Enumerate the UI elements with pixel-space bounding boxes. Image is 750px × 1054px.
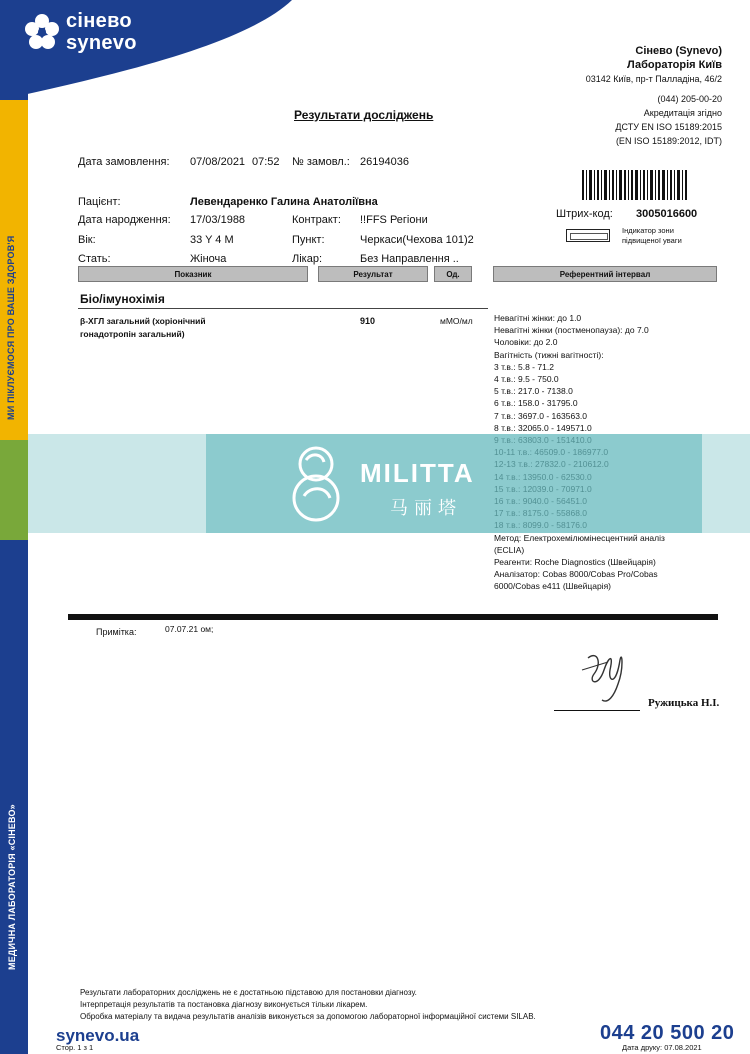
reference-line: Метод: Електрохемілюмінесцентний аналіз	[494, 532, 665, 543]
order-time: 07:52	[252, 156, 280, 168]
accreditation-line-2: ДСТУ EN ISO 15189:2015	[615, 122, 722, 132]
order-number: 26194036	[360, 156, 409, 168]
section-title: Біо/імунохімія	[80, 292, 165, 306]
dob-value: 17/03/1988	[190, 214, 246, 226]
header-reference: Референтний інтервал	[493, 266, 717, 282]
barcode-label: Штрих-код:	[556, 208, 613, 220]
patient-label: Пацієнт:	[78, 196, 121, 208]
watermark-name: MILITTA	[360, 458, 475, 488]
lab-phone: (044) 205-00-20	[657, 94, 722, 104]
signature-line	[554, 710, 640, 711]
lab-name: Сінево (Synevo)	[635, 45, 722, 57]
signature-name: Ружицька Н.І.	[648, 697, 720, 709]
footer-disclaimer-3: Обробка матеріалу та видача результатів аналізів виконується за допомогою лабораторної інформаційної системи SILAB.	[80, 1012, 536, 1021]
reference-line: Аналізатор: Cobas 8000/Cobas Pro/Cobas	[494, 569, 658, 580]
test-unit: мМО/мл	[440, 316, 473, 326]
note-text: 07.07.21 ом;	[165, 624, 214, 634]
patient-name: Левендаренко Галина Анатоліївна	[190, 196, 378, 208]
results-end-rule	[68, 614, 718, 620]
reference-line: 6000/Cobas e411 (Швейцарія)	[494, 581, 612, 592]
print-date: Дата друку: 07.08.2021	[622, 1043, 702, 1052]
order-number-label: № замовл.:	[292, 156, 350, 168]
header-result: Результат	[318, 266, 428, 282]
accreditation-line-1: Акредитація згідно	[643, 108, 722, 118]
contract-value: !!FFS Регіони	[360, 214, 428, 226]
point-label: Пункт:	[292, 234, 325, 246]
reference-line: 7 т.в.: 3697.0 - 163563.0	[494, 410, 588, 421]
watermark-band-left	[28, 434, 206, 533]
sex-value: Жіноча	[190, 253, 227, 265]
indicator-zone-box	[566, 229, 610, 242]
doctor-value: Без Направлення ..	[360, 253, 459, 265]
signature-scribble	[568, 640, 638, 710]
lab-vertical-label: МЕДИЧНА ЛАБОРАТОРІЯ «СІНЕВО»	[7, 804, 17, 970]
reference-line: Невагітні жінки (постменопауза): до 7.0	[494, 325, 649, 336]
website-link[interactable]: synevo.ua	[56, 1026, 140, 1045]
reference-line: Реагенти: Roche Diagnostics (Швейцарія)	[494, 557, 656, 567]
reference-line: Невагітні жінки: до 1.0	[494, 313, 582, 323]
brand-green-band	[0, 440, 28, 540]
test-name-line-1: β-ХГЛ загальний (хоріонічний	[80, 316, 206, 326]
slogan-vertical: МИ ПІКЛУЄМОСЯ ПРО ВАШЕ ЗДОРОВ'Я	[6, 235, 16, 420]
test-name-line-2: гонадотропін загальний)	[80, 329, 185, 339]
watermark-cn: 马丽塔	[390, 498, 462, 518]
doctor-label: Лікар:	[292, 253, 323, 265]
reference-line: 8 т.в.: 32065.0 - 149571.0	[494, 422, 592, 433]
reference-line: Вагітність (тижні вагітності):	[494, 349, 604, 360]
note-label: Примітка:	[96, 627, 137, 637]
reference-line: Чоловіки: до 2.0	[494, 337, 558, 348]
indicator-zone-label: Індикатор зони підвищеної уваги	[622, 226, 682, 245]
footer-disclaimer-1: Результати лабораторних досліджень не є достатньою підставою для постановки діагнозу.	[80, 988, 417, 997]
reference-line: 4 т.в.: 9.5 - 750.0	[494, 374, 559, 384]
hotline-phone: 044 20 500 20	[600, 1022, 735, 1044]
page-number: Стор. 1 з 1	[56, 1043, 94, 1052]
age-value: 33 Y 4 M	[190, 234, 234, 246]
barcode-icon	[582, 170, 688, 200]
reference-line: 3 т.в.: 5.8 - 71.2	[494, 361, 554, 372]
document-title: Результати досліджень	[294, 108, 434, 122]
header-indicator: Показник	[78, 266, 308, 282]
point-value: Черкаси(Чехова 101)2	[360, 234, 474, 246]
sex-label: Стать:	[78, 253, 111, 265]
header-unit: Од.	[434, 266, 472, 282]
dob-label: Дата народження:	[78, 214, 171, 226]
footer-disclaimer-2: Інтерпретація результатів та постановка діагнозу виконується тільки лікарем.	[80, 1000, 368, 1009]
section-divider	[78, 308, 488, 309]
watermark-band-right	[702, 434, 750, 533]
reference-line: 6 т.в.: 158.0 - 31795.0	[494, 398, 578, 409]
brand-name-en: synevo	[66, 32, 137, 54]
accreditation-line-3: (EN ISO 15189:2012, IDT)	[615, 136, 722, 146]
reference-line: 5 т.в.: 217.0 - 7138.0	[494, 386, 573, 397]
order-date-label: Дата замовлення:	[78, 156, 170, 168]
test-result: 910	[360, 316, 376, 326]
flower-logo-icon	[22, 12, 62, 52]
barcode-value: 3005016600	[636, 208, 698, 220]
lab-address: 03142 Київ, пр-т Палладіна, 46/2	[585, 74, 722, 84]
reference-line: (ECLIA)	[494, 544, 525, 555]
lab-branch: Лабораторія Київ	[626, 59, 722, 71]
age-label: Вік:	[78, 234, 96, 246]
watermark-logo-icon	[276, 440, 356, 526]
brand-name-ua: сінево	[66, 10, 132, 32]
order-date: 07/08/2021	[190, 156, 246, 168]
contract-label: Контракт:	[292, 214, 341, 226]
